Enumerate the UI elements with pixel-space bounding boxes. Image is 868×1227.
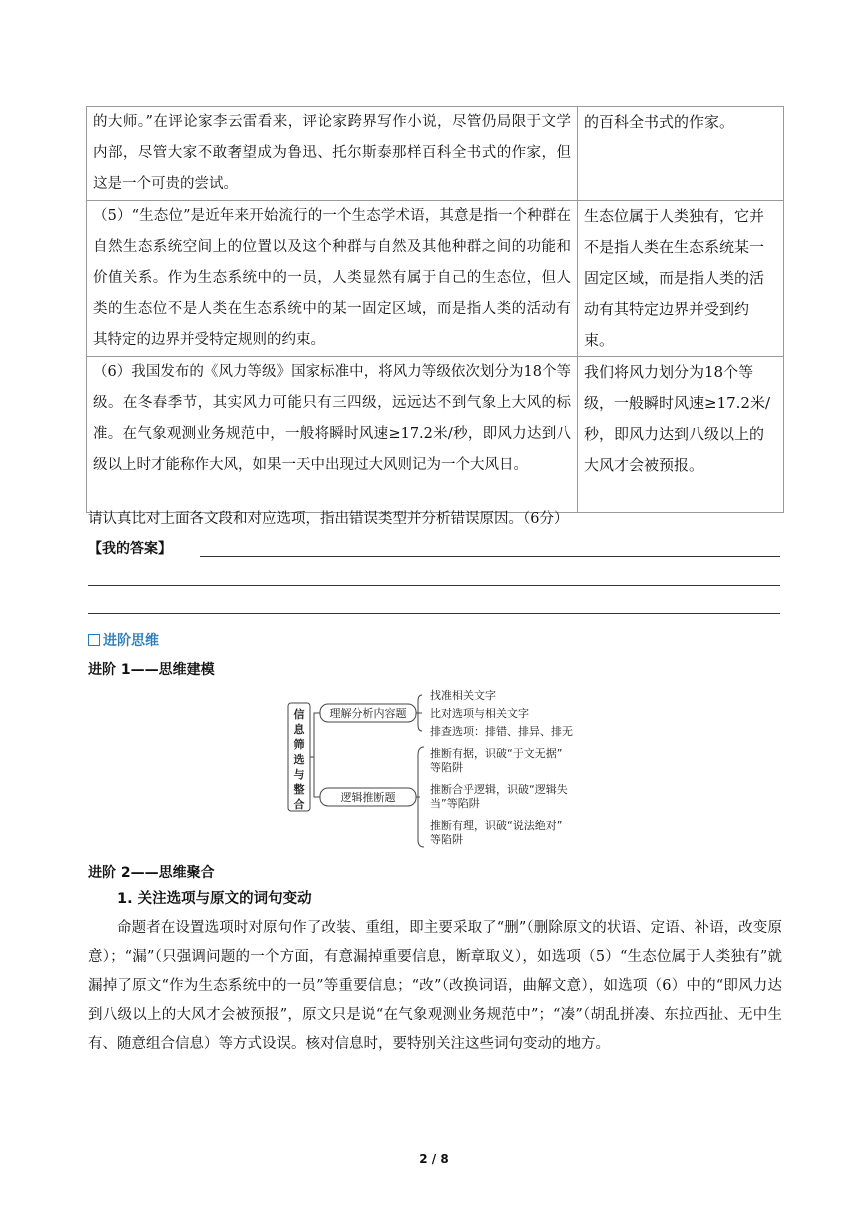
branch-label-1: 理解分析内容题 bbox=[329, 707, 407, 720]
section-title: 进阶思维 bbox=[88, 630, 159, 650]
option-text: 的百科全书式的作家。 bbox=[578, 107, 784, 201]
table-row bbox=[87, 107, 784, 201]
stage1-heading: 进阶 1——思维建模 bbox=[88, 662, 215, 678]
instruction-text: 请认真比对上面各文段和对应选项，指出错误类型并分析错误原因。（6分） bbox=[88, 511, 569, 527]
branch1-item: 找准相关文字 bbox=[430, 689, 496, 702]
page-number: 2 / 8 bbox=[419, 1152, 449, 1166]
mind-map-connector bbox=[310, 713, 320, 797]
svg-text:整: 整 bbox=[293, 783, 305, 796]
branch2-item: 推断有理，识破“说法绝对” bbox=[430, 819, 563, 832]
svg-text:息: 息 bbox=[293, 723, 305, 736]
svg-text:选: 选 bbox=[293, 753, 305, 766]
branch2-item: 推断合乎逻辑，识破“逻辑失 bbox=[430, 783, 568, 796]
answer-label: 【我的答案】 bbox=[88, 541, 172, 557]
point1-text: 命题者在设置选项时对原句作了改装、重组，即主要采取了“删”（删除原文的状语、定语、补语，改变原意）；“漏”（只强调问题的一个方面，有意漏掉重要信息，断章取义），如选项（5）“生态位属于人类独有”就漏掉了原文“作为生态系统中的一员”等重要信息；“改”（改换词语，曲解文意），如选项（6）中的“即风力达到八级以上的大风才会被预报”，原文只是说“在气象观测业务规范中”；“凑”（胡乱拼凑、东拉西扯、无中生有、随意组合信息）等方式设误。核对信息时，要特别关注这些词句变动的地方。 bbox=[88, 920, 782, 1052]
mind-map-root-text bbox=[294, 707, 306, 811]
branch-label-2: 逻辑推断题 bbox=[340, 791, 396, 804]
svg-text:筛: 筛 bbox=[293, 738, 305, 751]
source-passage: （6）我国发布的《风力等级》国家标准中，将风力等级依次划分为18个等级。在冬春季节，其实风力可能只有三四级，远远达不到气象上大风的标准。在气象观测业务规范中，一般将瞬时风速≥17.2米/秒，即风力达到八级以上时才能称作大风，如果一天中出现过大风则记为一个大风日。 bbox=[87, 357, 578, 513]
svg-text:合: 合 bbox=[293, 798, 305, 811]
mind-map bbox=[280, 685, 600, 855]
answer-line[interactable] bbox=[88, 585, 780, 586]
branch2-item: 推断有据，识破“于文无据” bbox=[430, 747, 563, 760]
checkbox-icon bbox=[88, 634, 100, 646]
brace-2 bbox=[416, 747, 424, 847]
option-text: 生态位属于人类独有，它并不是指人类在生态系统某一固定区域，而是指人类的活动有其特定边界并受到约束。 bbox=[578, 201, 784, 357]
branch1-item: 排查选项：排错、排异、排无 bbox=[430, 725, 573, 738]
source-passage: 的大师。”在评论家李云雷看来，评论家跨界写作小说，尽管仍局限于文学内部，尽管大家不敢奢望成为鲁迅、托尔斯泰那样百科全书式的作家，但这是一个可贵的尝试。 bbox=[87, 107, 578, 201]
point1-section bbox=[88, 885, 782, 1059]
branch2-item: 等陷阱 bbox=[430, 833, 463, 846]
answer-line[interactable] bbox=[200, 556, 780, 557]
table-row bbox=[87, 201, 784, 357]
table-row bbox=[87, 357, 784, 513]
branch2-item: 等陷阱 bbox=[430, 761, 463, 774]
answer-line[interactable] bbox=[88, 613, 780, 614]
comparison-table bbox=[86, 106, 784, 513]
brace-1 bbox=[416, 695, 422, 731]
option-text: 我们将风力划分为18个等级，一般瞬时风速≥17.2米/秒，即风力达到八级以上的大风才会被预报。 bbox=[578, 357, 784, 513]
branch2-item: 当”等陷阱 bbox=[430, 797, 480, 810]
svg-text:信: 信 bbox=[293, 708, 305, 721]
branch1-item: 比对选项与相关文字 bbox=[430, 707, 529, 720]
svg-text:与: 与 bbox=[293, 768, 305, 781]
source-passage: （5）“生态位”是近年来开始流行的一个生态学术语，其意是指一个种群在自然生态系统空间上的位置以及这个种群与自然及其他种群之间的功能和价值关系。作为生态系统中的一员，人类显然有属于自己的生态位，但人类的生态位不是人类在生态系统中的某一固定区域，而是指人类的活动有其特定的边界并受特定规则的约束。 bbox=[87, 201, 578, 357]
point1-title: 1. 关注选项与原文的词句变动 bbox=[117, 891, 312, 907]
stage2-heading: 进阶 2——思维聚合 bbox=[88, 865, 215, 881]
